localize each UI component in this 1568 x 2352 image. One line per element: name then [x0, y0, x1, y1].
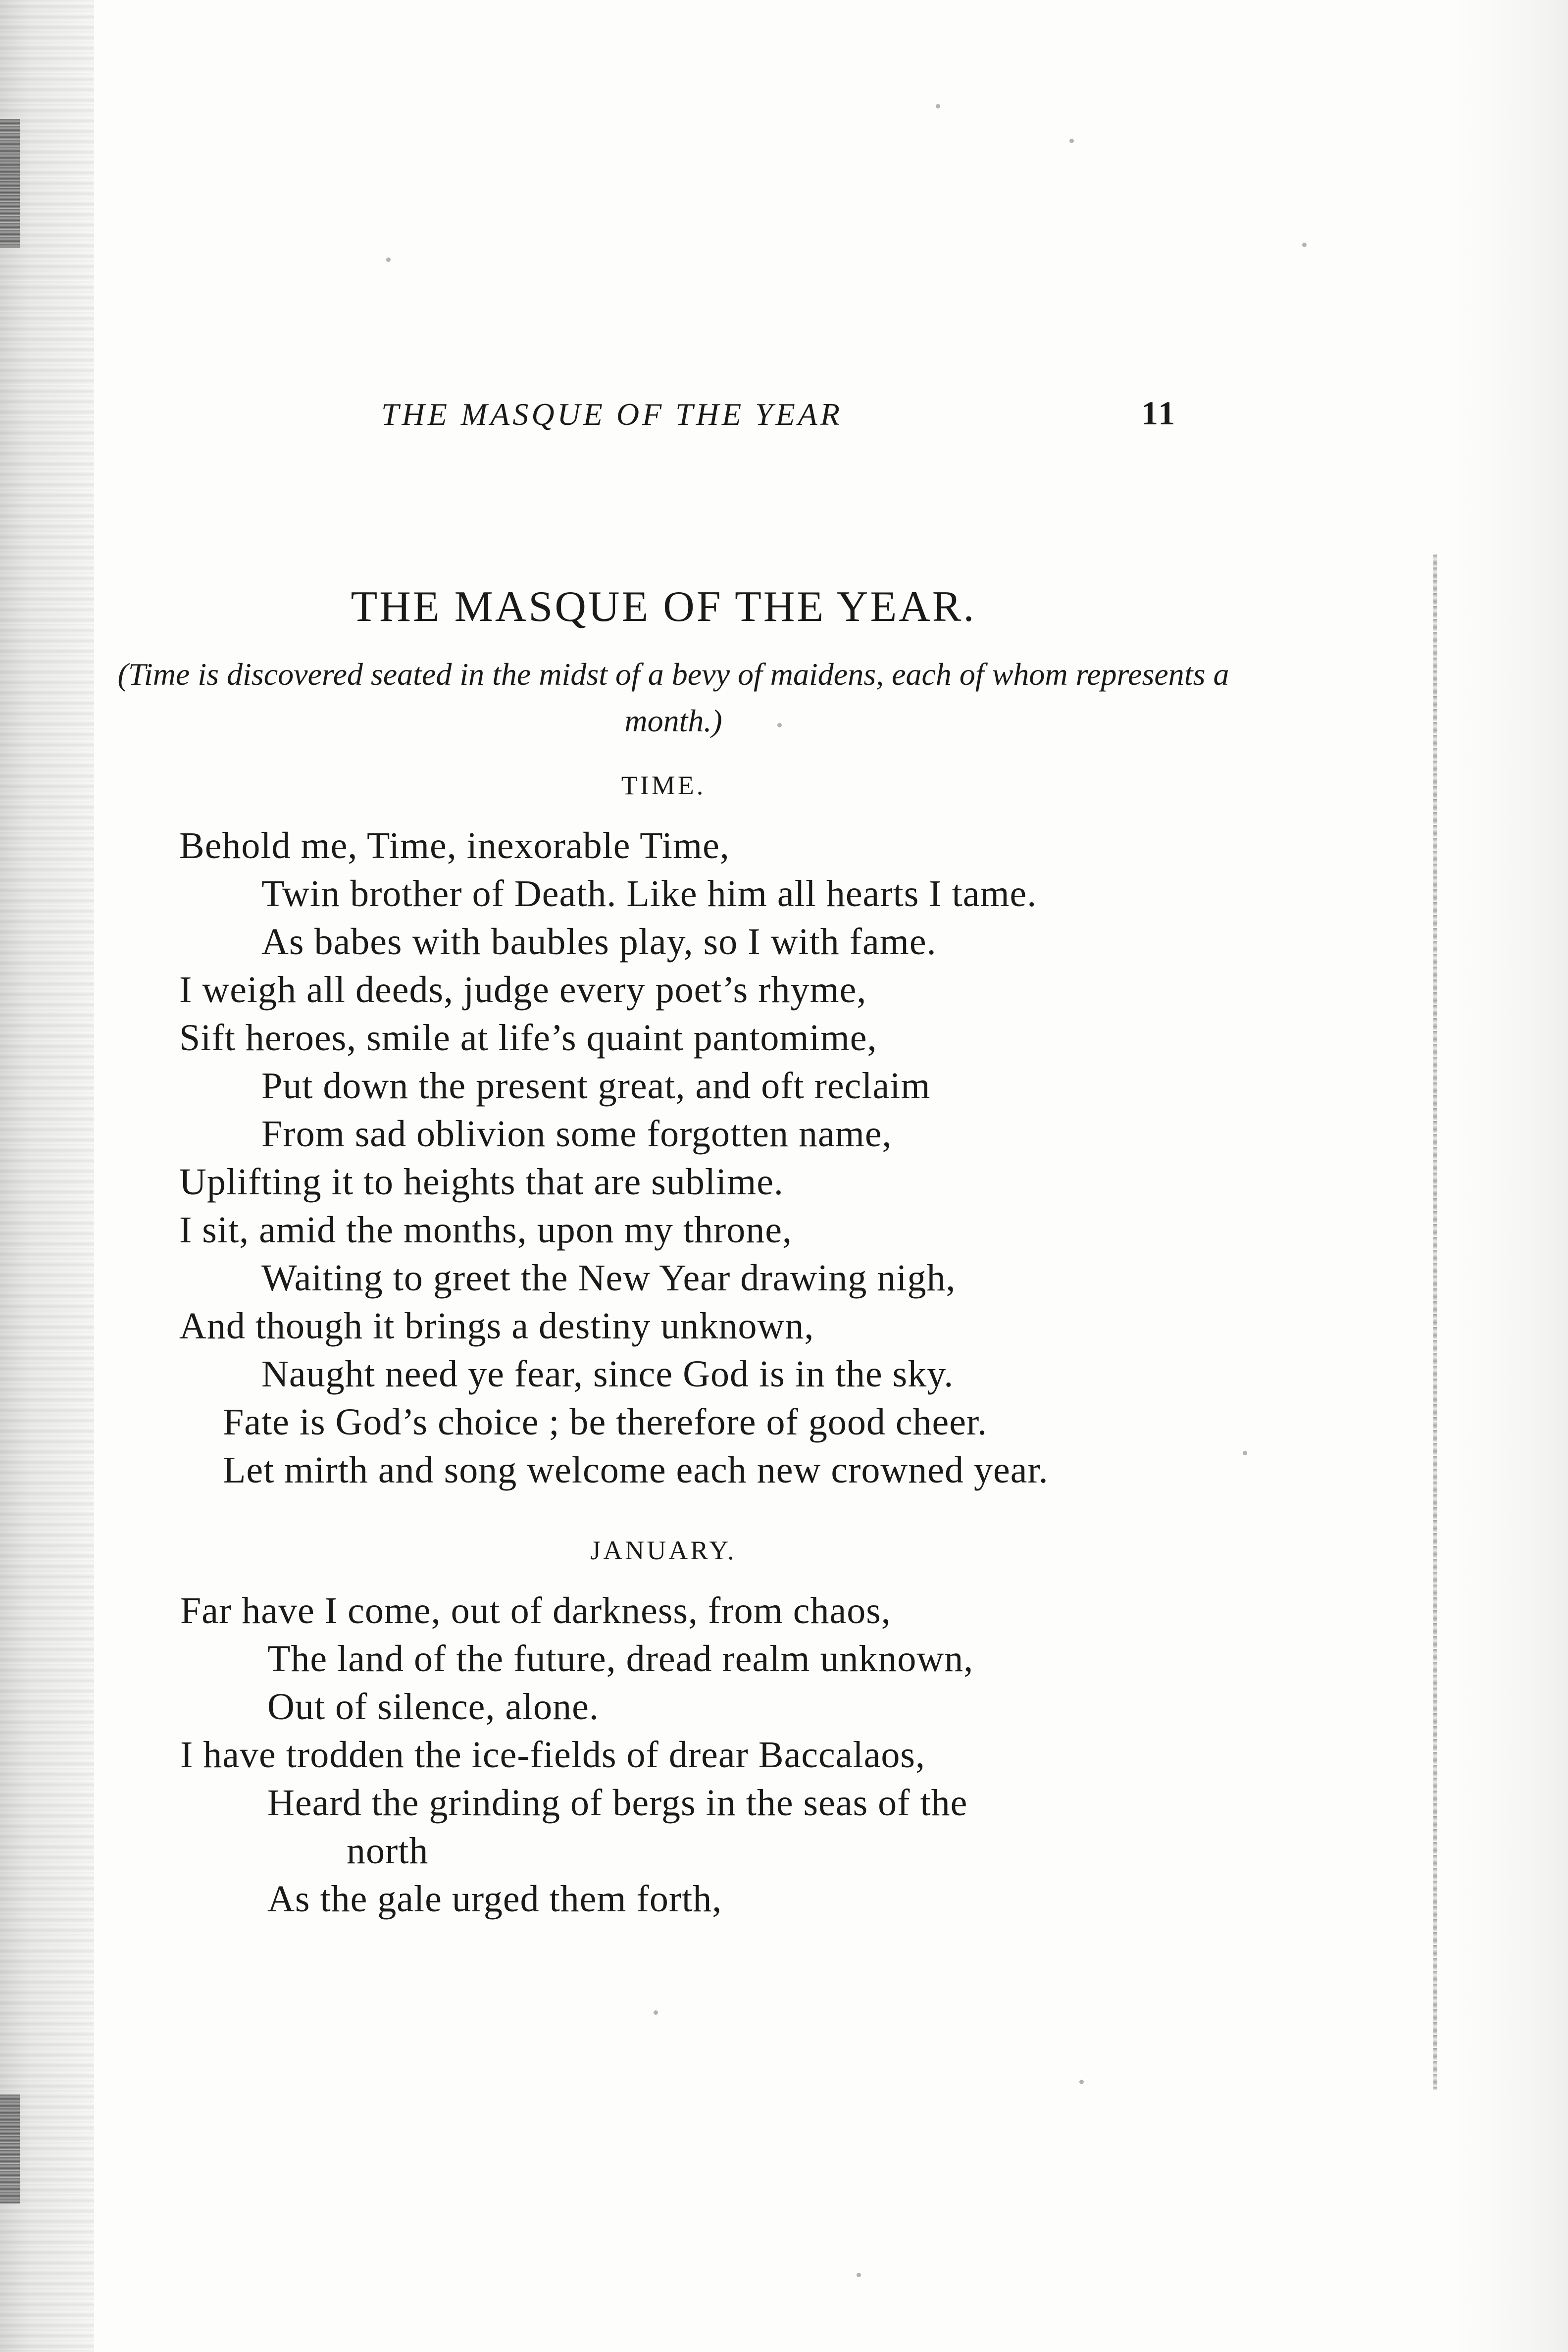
- verse-line: I have trodden the ice-fields of drear Baccalaos,: [180, 1734, 925, 1776]
- binding-strip: [0, 119, 20, 248]
- verse-line: And though it brings a destiny unknown,: [179, 1305, 814, 1347]
- verse-line: Fate is God’s choice ; be therefore of good cheer.: [223, 1401, 988, 1443]
- binding-shadow: [0, 0, 94, 2352]
- verse-line: As the gale urged them forth,: [267, 1878, 722, 1920]
- verse-line: From sad oblivion some forgotten name,: [261, 1113, 892, 1155]
- speaker-heading-time: TIME.: [621, 770, 706, 800]
- binding-strip: [0, 2095, 20, 2203]
- verse-line: Sift heroes, smile at life’s quaint pantomime,: [179, 1017, 877, 1059]
- scan-speck: [654, 2010, 658, 2015]
- speaker-heading-january: JANUARY.: [590, 1535, 737, 1565]
- scan-speck: [1302, 243, 1307, 247]
- verse-line: Naught need ye fear, since God is in the sky.: [261, 1353, 954, 1395]
- verse-line: Far have I come, out of darkness, from chaos,: [180, 1590, 891, 1632]
- verse-line: I weigh all deeds, judge every poet’s rhyme,: [179, 969, 867, 1011]
- stage-direction: (Time is discovered seated in the midst of a bevy of maidens, each of whom represents a month.): [117, 657, 1229, 738]
- verse-line: Behold me, Time, inexorable Time,: [179, 825, 730, 867]
- verse-line: As babes with baubles play, so I with fame.: [261, 921, 937, 963]
- running-head: THE MASQUE OF THE YEAR: [381, 397, 843, 432]
- scan-speck: [1079, 2080, 1084, 2084]
- verse-line: Waiting to greet the New Year drawing nigh,: [261, 1257, 956, 1299]
- verse-line: Put down the present great, and oft reclaim: [261, 1065, 931, 1107]
- page-number: 11: [1141, 394, 1177, 432]
- scan-speck: [857, 2273, 861, 2277]
- scan-speck: [1243, 1451, 1247, 1455]
- verse-line: Uplifting it to heights that are sublime.: [179, 1161, 784, 1203]
- page-edge-shadow: [1454, 0, 1568, 2352]
- verse-line: Out of silence, alone.: [267, 1686, 599, 1728]
- verse-line: Twin brother of Death. Like him all hearts I tame.: [261, 873, 1037, 915]
- scan-speck: [1069, 139, 1074, 143]
- scan-speck: [386, 257, 391, 262]
- scan-speck: [936, 104, 940, 108]
- verse-line: Heard the grinding of bergs in the seas of the: [267, 1782, 968, 1824]
- verse-line: I sit, amid the months, upon my throne,: [179, 1209, 793, 1251]
- page-title: THE MASQUE OF THE YEAR.: [351, 583, 976, 631]
- page-edge-line: [1433, 555, 1437, 2090]
- verse-line: north: [347, 1830, 429, 1872]
- verse-line: The land of the future, dread realm unknown,: [267, 1638, 974, 1680]
- verse-line: Let mirth and song welcome each new crowned year.: [223, 1449, 1049, 1491]
